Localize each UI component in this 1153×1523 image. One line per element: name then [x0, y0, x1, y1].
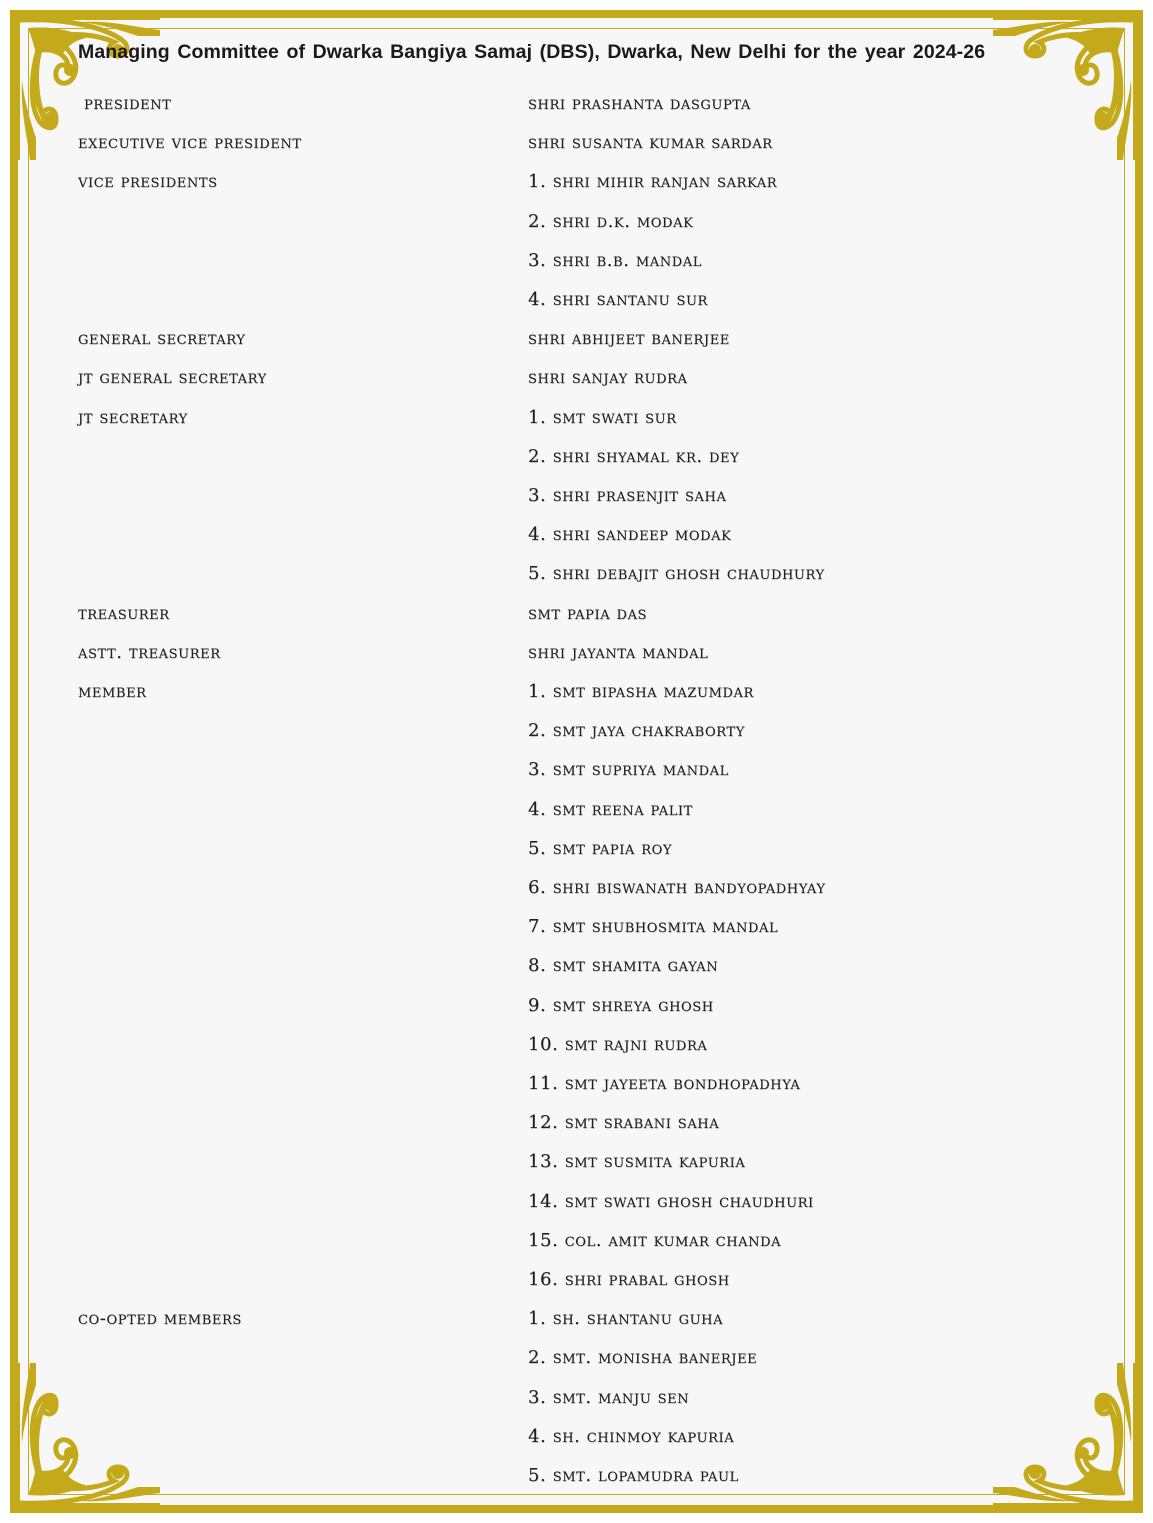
member-name: 7. smt shubhosmita mandal [528, 916, 779, 938]
committee-row [0, 799, 1153, 829]
committee-row [0, 1230, 1153, 1260]
member-name: 3. smt supriya mandal [528, 759, 729, 781]
member-name: 1. smt bipasha mazumdar [528, 681, 754, 702]
committee-row [0, 171, 1153, 201]
member-name: shri jayanta mandal [528, 641, 709, 663]
member-name: 3. shri prasenjit saha [528, 485, 727, 506]
committee-row [0, 916, 1153, 946]
role-label: co-opted members [78, 1308, 242, 1330]
committee-row [0, 642, 1153, 672]
committee-row [0, 603, 1153, 633]
member-name: 2. smt jaya chakraborty [528, 720, 745, 742]
member-name: 5. shri debajit ghosh chaudhury [528, 563, 825, 585]
member-name: 3. smt. manju sen [528, 1386, 690, 1408]
role-label: general secretary [78, 328, 246, 350]
committee-row [0, 838, 1153, 868]
committee-row [0, 1426, 1153, 1456]
role-label: vice presidents [78, 171, 218, 193]
member-name: shri susanta kumar sardar [528, 132, 773, 154]
committee-row [0, 995, 1153, 1025]
committee-row [0, 1034, 1153, 1064]
committee-row [0, 877, 1153, 907]
member-name: 12. smt srabani saha [528, 1112, 720, 1134]
role-label: president [84, 93, 172, 114]
role-label: member [78, 681, 147, 702]
role-label: executive vice president [78, 132, 302, 154]
member-name: 10. smt rajni rudra [528, 1033, 708, 1055]
committee-row [0, 132, 1153, 162]
committee-row [0, 1112, 1153, 1142]
member-name: 14. smt swati ghosh chaudhuri [528, 1190, 814, 1212]
document-title: Managing Committee of Dwarka Bangiya Samaj (DBS), Dwarka, New Delhi for the year 2024-26 [78, 41, 986, 63]
committee-row [0, 407, 1153, 437]
committee-row [0, 446, 1153, 476]
member-name: smt papia das [528, 602, 648, 624]
member-name: 2. smt. monisha banerjee [528, 1347, 758, 1369]
committee-row [0, 1465, 1153, 1495]
member-name: 15. col. amit kumar chanda [528, 1229, 782, 1251]
member-name: 1. smt swati sur [528, 406, 677, 428]
committee-row [0, 328, 1153, 358]
member-name: 5. smt papia roy [528, 837, 673, 859]
member-name: 1. shri mihir ranjan sarkar [528, 171, 778, 193]
committee-row [0, 1347, 1153, 1377]
member-name: 4. sh. chinmoy kapuria [528, 1425, 735, 1447]
committee-row [0, 250, 1153, 280]
role-label: astt. treasurer [78, 641, 221, 663]
committee-row [0, 485, 1153, 515]
committee-row [0, 367, 1153, 397]
role-label: treasurer [78, 602, 170, 624]
committee-row [0, 93, 1153, 123]
member-name: 11. smt jayeeta bondhopadhya [528, 1073, 801, 1094]
member-name: 8. smt shamita gayan [528, 955, 719, 977]
committee-row [0, 289, 1153, 319]
committee-row [0, 1308, 1153, 1338]
member-name: 13. smt susmita kapuria [528, 1151, 746, 1173]
role-label: jt secretary [78, 406, 188, 428]
committee-row [0, 524, 1153, 554]
member-name: 3. shri b.b. mandal [528, 249, 702, 271]
member-name: 2. shri shyamal kr. dey [528, 445, 740, 467]
member-name: 2. shri d.k. modak [528, 210, 694, 232]
member-name: 4. shri sandeep modak [528, 524, 732, 546]
committee-row [0, 681, 1153, 711]
member-name: 5. smt. lopamudra paul [528, 1465, 739, 1486]
member-name: 4. smt reena palit [528, 798, 693, 820]
member-name: shri sanjay rudra [528, 367, 688, 389]
committee-row [0, 720, 1153, 750]
member-name: 1. sh. shantanu guha [528, 1308, 724, 1330]
committee-row [0, 1387, 1153, 1417]
committee-row [0, 759, 1153, 789]
member-name: shri abhijeet banerjee [528, 328, 730, 350]
committee-row [0, 955, 1153, 985]
committee-row [0, 1269, 1153, 1299]
committee-row [0, 563, 1153, 593]
committee-row [0, 211, 1153, 241]
member-name: 16. shri prabal ghosh [528, 1269, 730, 1290]
committee-row [0, 1151, 1153, 1181]
member-name: 9. smt shreya ghosh [528, 994, 714, 1016]
role-label: jt general secretary [78, 367, 267, 389]
committee-row [0, 1073, 1153, 1103]
member-name: shri prashanta dasgupta [528, 93, 751, 114]
member-name: 4. shri santanu sur [528, 289, 708, 310]
member-name: 6. shri biswanath bandyopadhyay [528, 877, 826, 898]
committee-row [0, 1191, 1153, 1221]
